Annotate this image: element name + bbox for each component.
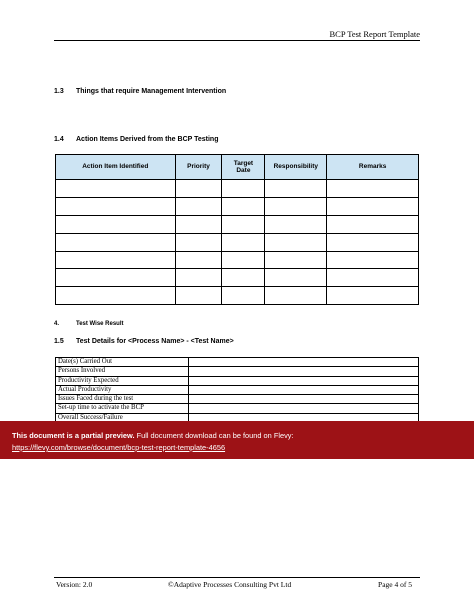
footer-page-number: Page 4 of 5: [378, 580, 412, 589]
action-items-table: [55, 154, 419, 305]
action-table-row: [56, 269, 419, 287]
col-header-target-date-text: Target Date: [233, 159, 254, 174]
banner-text: Full document download can be found on Flevy:: [136, 431, 294, 440]
section-1-5-title: Test Details for <Process Name> - <Test Name>: [76, 338, 234, 345]
action-table-row: [56, 215, 419, 233]
test-details-body: [56, 358, 419, 423]
test-details-label: Actual Productivity: [56, 385, 189, 394]
action-table-cell: [56, 233, 176, 251]
header-divider: [54, 40, 420, 41]
footer-copyright: ©Adaptive Processes Consulting Pvt Ltd: [168, 580, 292, 589]
section-1-3-number: 1.3: [54, 88, 64, 95]
action-table-cell: [327, 233, 419, 251]
action-table-cell: [175, 269, 222, 287]
banner-message: [12, 431, 294, 440]
action-table-cell: [327, 251, 419, 269]
action-table-cell: [222, 287, 265, 305]
action-table-cell: [56, 287, 176, 305]
section-1-5-number: 1.5: [54, 338, 64, 345]
action-table-cell: [265, 180, 327, 198]
action-table-row: [56, 287, 419, 305]
action-table-row: [56, 197, 419, 215]
section-1-4-title: Action Items Derived from the BCP Testing: [76, 136, 219, 143]
action-table-cell: [222, 197, 265, 215]
test-details-row: [56, 376, 419, 385]
action-table-cell: [175, 180, 222, 198]
test-details-label: Issues Faced during the test: [56, 395, 189, 404]
test-details-value: [189, 395, 419, 404]
col-header-responsibility: Responsibility: [265, 155, 327, 180]
col-header-action-item: Action Item Identified: [56, 155, 176, 180]
action-table-cell: [175, 233, 222, 251]
action-table-cell: [175, 251, 222, 269]
action-table-cell: [222, 215, 265, 233]
action-table-cell: [265, 269, 327, 287]
action-table-cell: [56, 180, 176, 198]
section-1-4-number: 1.4: [54, 136, 64, 143]
section-4-number: 4.: [54, 321, 60, 327]
col-header-priority: Priority: [175, 155, 222, 180]
action-table-cell: [56, 215, 176, 233]
col-header-remarks: Remarks: [327, 155, 419, 180]
test-details-value: [189, 385, 419, 394]
action-table-cell: [327, 197, 419, 215]
test-details-value: [189, 367, 419, 376]
header-title: BCP Test Report Template: [329, 29, 420, 39]
section-1-4-heading: [54, 136, 219, 143]
footer-version: Version: 2.0: [56, 580, 93, 589]
footer-divider: [54, 577, 420, 578]
action-table-cell: [56, 251, 176, 269]
section-1-3-heading: [54, 88, 226, 95]
section-1-3-title: Things that require Management Intervention: [76, 88, 227, 95]
action-table-body: [56, 180, 419, 305]
action-table-cell: [265, 197, 327, 215]
action-table-row: [56, 251, 419, 269]
action-table-cell: [222, 180, 265, 198]
action-table-row: [56, 180, 419, 198]
test-details-row: [56, 367, 419, 376]
test-details-row: [56, 358, 419, 367]
test-details-row: [56, 385, 419, 394]
action-table-header-row: [56, 155, 419, 180]
test-details-row: [56, 404, 419, 413]
action-table-cell: [327, 269, 419, 287]
preview-banner: [0, 421, 474, 459]
action-table-cell: [56, 197, 176, 215]
action-table-row: [56, 233, 419, 251]
test-details-value: [189, 358, 419, 367]
action-table-cell: [327, 215, 419, 233]
test-details-value: [189, 404, 419, 413]
action-table-cell: [327, 287, 419, 305]
action-table-cell: [56, 269, 176, 287]
action-table-cell: [222, 251, 265, 269]
action-table-cell: [222, 269, 265, 287]
action-table-cell: [265, 287, 327, 305]
test-details-table: [55, 357, 419, 423]
action-table-cell: [222, 233, 265, 251]
banner-bold-text: This document is a partial preview.: [12, 431, 135, 440]
test-details-label: Overall Success/Failure: [56, 413, 189, 422]
action-table-cell: [175, 215, 222, 233]
test-details-label: Productivity Expected: [56, 376, 189, 385]
action-table-cell: [265, 233, 327, 251]
action-table-cell: [265, 215, 327, 233]
section-1-5-heading: [54, 338, 234, 345]
test-details-label: Date(s) Carried Out: [56, 358, 189, 367]
banner-download-link[interactable]: https://flevy.com/browse/document/bcp-test-report-template-4656: [12, 443, 226, 452]
action-table-cell: [175, 197, 222, 215]
section-4-title: Test Wise Result: [76, 321, 124, 327]
action-table-cell: [265, 251, 327, 269]
col-header-target-date: [222, 155, 265, 180]
action-table-cell: [175, 287, 222, 305]
test-details-label: Persons Involved: [56, 367, 189, 376]
section-4-heading: [54, 321, 124, 327]
test-details-value: [189, 376, 419, 385]
action-table-cell: [327, 180, 419, 198]
test-details-label: Set-up time to activate the BCP: [56, 404, 189, 413]
test-details-row: [56, 395, 419, 404]
